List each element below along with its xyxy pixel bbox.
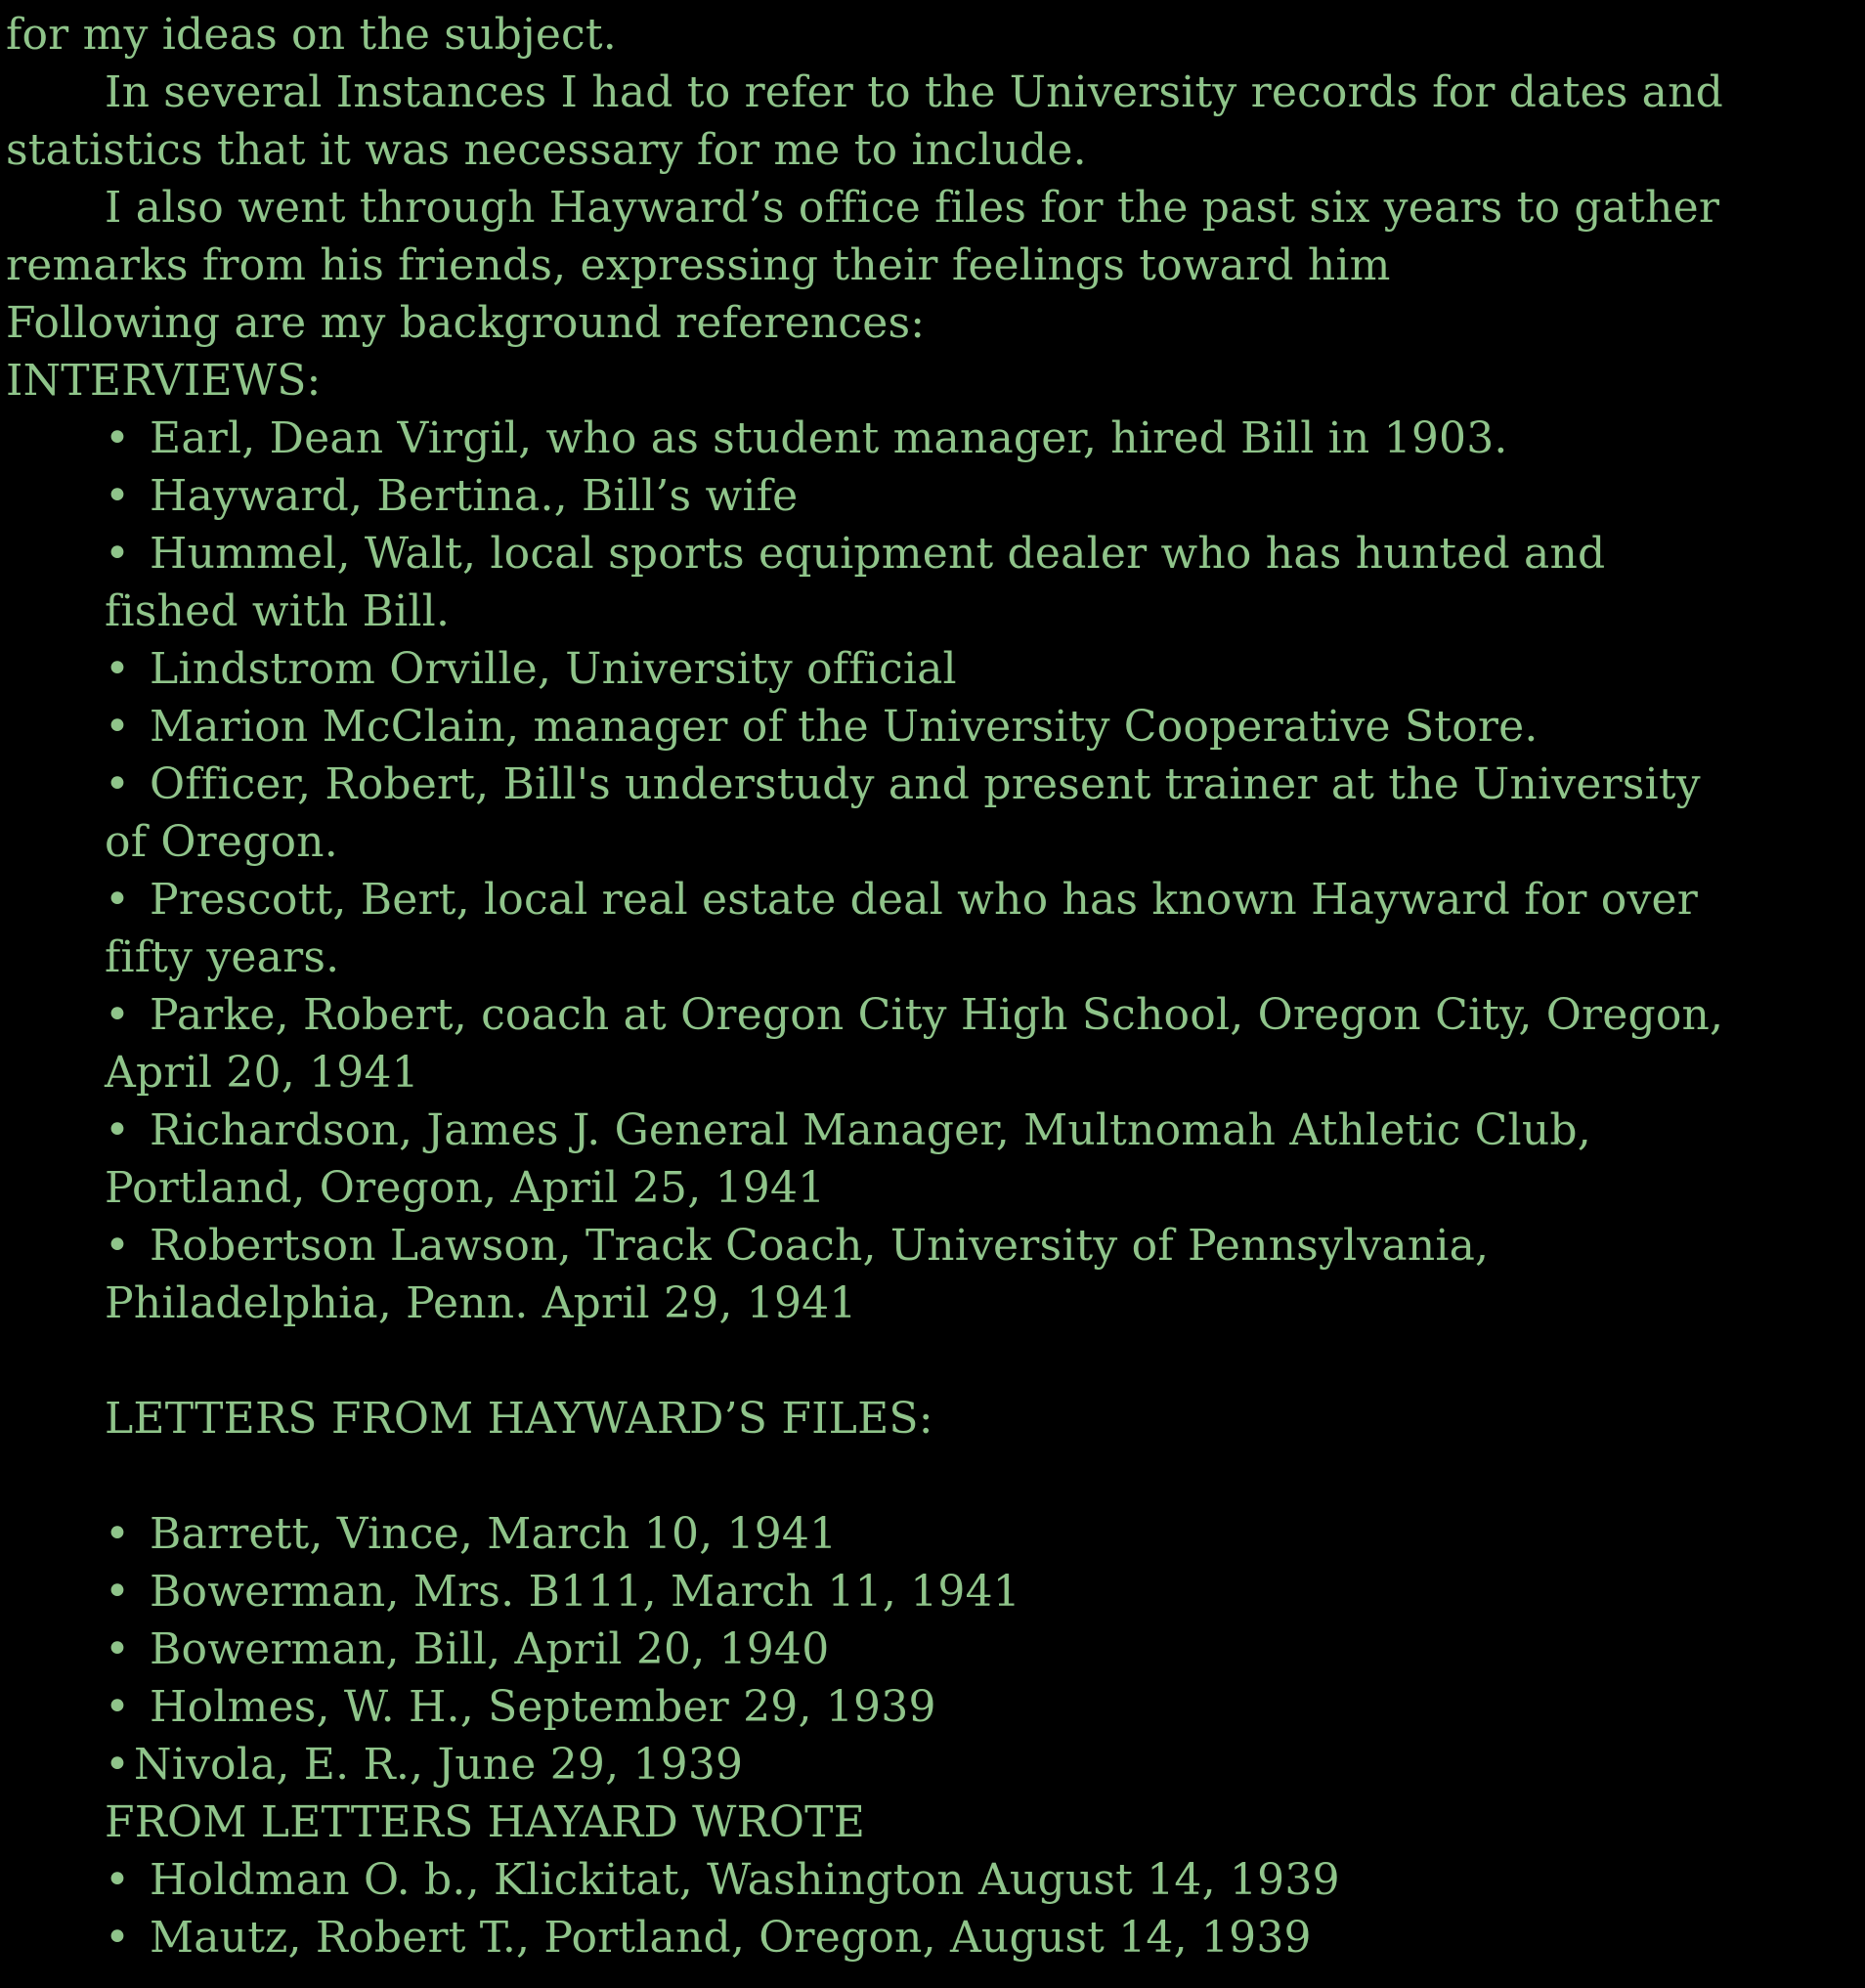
interview-item — [105, 1102, 1591, 1159]
wrote-text: Holdman O. b., Klickitat, Washington August 14, 1939 — [150, 1855, 1340, 1905]
bullet-icon: • — [105, 644, 131, 694]
intro-line-1: for my ideas on the subject. — [6, 10, 617, 60]
wrote-item — [105, 1851, 1340, 1909]
letter-item — [105, 1563, 1020, 1621]
bullet-icon: • — [105, 1855, 131, 1905]
interview-item — [105, 756, 1701, 813]
bullet-icon: • — [105, 1624, 131, 1674]
wrote-item — [105, 1909, 1312, 1966]
interview-text: Lindstrom Orville, University official — [150, 644, 957, 694]
interview-item — [105, 1217, 1489, 1275]
bullet-icon: • — [105, 471, 131, 521]
bullet-icon: • — [105, 759, 131, 809]
intro-para3-line-a: I also went through Hayward’s office files for the past six years to gather — [105, 183, 1720, 233]
bullet-icon: • — [105, 875, 131, 925]
letter-text: Nivola, E. R., June 29, 1939 — [134, 1740, 744, 1790]
interview-item — [105, 698, 1539, 756]
interview-item — [105, 871, 1698, 929]
interview-text-continued: April 20, 1941 — [105, 1048, 419, 1098]
interview-text: Marion McClain, manager of the University Cooperative Store. — [150, 702, 1539, 752]
bullet-icon: • — [105, 529, 131, 579]
interview-text: Robertson Lawson, Track Coach, University of Pennsylvania, — [150, 1221, 1490, 1271]
bullet-icon: • — [105, 1740, 131, 1790]
bullet-icon: • — [105, 1567, 131, 1617]
bullet-icon: • — [105, 990, 131, 1040]
interview-text-continued: of Oregon. — [105, 817, 338, 867]
bullet-icon: • — [105, 1105, 131, 1155]
interview-item — [105, 467, 798, 525]
interview-item — [105, 410, 1508, 467]
interview-text: Earl, Dean Virgil, who as student manager, hired Bill in 1903. — [150, 413, 1508, 463]
interview-item — [105, 640, 957, 698]
letter-text: Holmes, W. H., September 29, 1939 — [150, 1682, 936, 1732]
interview-text: Parke, Robert, coach at Oregon City High School, Oregon City, Oregon, — [150, 990, 1724, 1040]
interview-text: Hummel, Walt, local sports equipment dealer who has hunted and — [150, 529, 1606, 579]
interview-item — [105, 525, 1605, 583]
wrote-text: Mautz, Robert T., Portland, Oregon, August 14, 1939 — [150, 1913, 1312, 1963]
letter-text: Bowerman, Mrs. B111, March 11, 1941 — [150, 1567, 1020, 1617]
intro-para3-line-b: remarks from his friends, expressing their feelings toward him — [6, 240, 1391, 290]
interview-text-continued: fished with Bill. — [105, 586, 451, 636]
intro-para2-line-a: In several Instances I had to refer to the University records for dates and — [105, 67, 1723, 117]
letter-item — [105, 1736, 743, 1794]
intro-para2-line-b: statistics that it was necessary for me to include. — [6, 125, 1087, 175]
wrote-heading: FROM LETTERS HAYARD WROTE — [105, 1797, 866, 1847]
bullet-icon: • — [105, 702, 131, 752]
letter-item — [105, 1505, 837, 1563]
interview-text: Prescott, Bert, local real estate deal who has known Hayward for over — [150, 875, 1699, 925]
bullet-icon: • — [105, 1509, 131, 1559]
bullet-icon: • — [105, 1221, 131, 1271]
letter-item — [105, 1678, 936, 1736]
interview-text-continued: Portland, Oregon, April 25, 1941 — [105, 1163, 826, 1213]
letter-text: Bowerman, Bill, April 20, 1940 — [150, 1624, 830, 1674]
interview-text: Officer, Robert, Bill's understudy and present trainer at the University — [150, 759, 1701, 809]
interview-text-continued: Philadelphia, Penn. April 29, 1941 — [105, 1278, 857, 1328]
bullet-icon: • — [105, 1682, 131, 1732]
letter-text: Barrett, Vince, March 10, 1941 — [150, 1509, 838, 1559]
interviews-heading: INTERVIEWS: — [6, 356, 322, 406]
interview-text: Richardson, James J. General Manager, Multnomah Athletic Club, — [150, 1105, 1591, 1155]
interview-text: Hayward, Bertina., Bill’s wife — [150, 471, 799, 521]
bullet-icon: • — [105, 413, 131, 463]
bullet-icon: • — [105, 1913, 131, 1963]
letters-heading: LETTERS FROM HAYWARD’S FILES: — [105, 1394, 933, 1444]
interview-item — [105, 986, 1723, 1044]
interview-text-continued: fifty years. — [105, 932, 340, 982]
following-line: Following are my background references: — [6, 298, 926, 348]
letter-item — [105, 1621, 829, 1678]
